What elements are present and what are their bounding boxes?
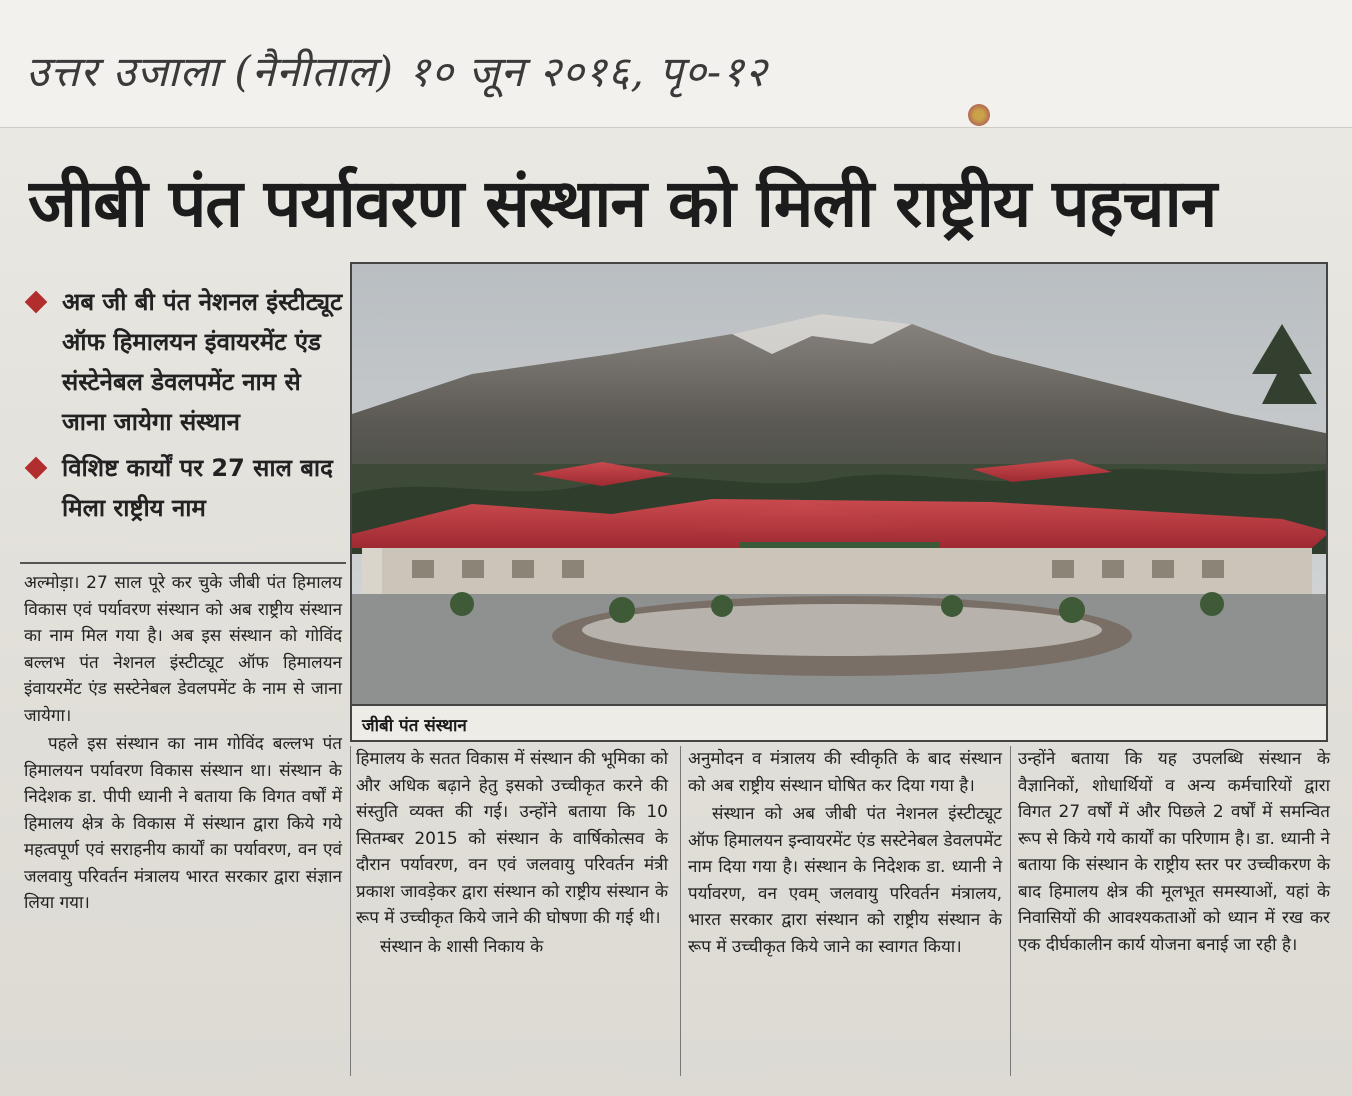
column-divider [1010,746,1011,1076]
article-column-2 [356,746,668,962]
article-paragraph: हिमालय के सतत विकास में संस्थान की भूमिका को और अधिक बढ़ाने हेतु इसको उच्चीकृत करने की संस्तुति व्यक्त की गई। उन्होंने बताया कि 10 सितम्बर 2015 को संस्थान के वार्षिकोत्सव के दौरान पर्यावरण, वन एवं जलवायु परिवर्तन मंत्री प्रकाश जावड़ेकर द्वारा संस्थान को राष्ट्रीय संस्थान के रूप में उच्चीकृत किये जाने की घोषणा की गई थी। [356,749,668,928]
column-divider [350,746,351,1076]
flower-stamp-icon [968,104,990,126]
article-paragraph: अनुमोदन व मंत्रालय की स्वीकृति के बाद संस्थान को अब राष्ट्रीय संस्थान घोषित कर दिया गया है। [688,749,1002,796]
article-column-3 [688,746,1002,962]
headline: जीबी पंत पर्यावरण संस्थान को मिली राष्ट्रीय पहचान [28,165,1217,242]
section-divider [20,562,346,564]
highlight-bullet [22,448,344,528]
article-paragraph: संस्थान के शासी निकाय के [380,936,544,957]
column-divider [680,746,681,1076]
highlight-bullet-text: अब जी बी पंत नेशनल इंस्टीट्यूट ऑफ हिमालयन इंवायरमेंट एंड संस्टेनेबल डेवलपमेंट नाम से जाना जायेगा संस्थान [62,288,343,436]
article-paragraph: उन्होंने बताया कि यह उपलब्धि संस्थान के वैज्ञानिकों, शोधार्थियों व अन्य कर्मचारियों द्वारा विगत 27 वर्षों में और पिछले 2 वर्षों में समन्वित रूप से किये गये कार्यों का परिणाम है। डा. ध्यानी ने बताया कि संस्थान के राष्ट्रीय स्तर पर उच्चीकरण के बाद हिमालय क्षेत्र की मूलभूत समस्याओं, यहां के निवासियों की आवश्यकताओं को ध्यान में रख कर एक दीर्घकालीन कार्य योजना बनाई जा रही है। [1018,749,1330,955]
diamond-bullet-icon [25,457,48,480]
diamond-bullet-icon [25,291,48,314]
institute-building-illustration [352,264,1328,706]
institute-photo [350,262,1328,706]
article-paragraph: अल्मोड़ा। 27 साल पूरे कर चुके जीबी पंत हिमालय विकास एवं पर्यावरण संस्थान को अब राष्ट्रीय संस्थान का नाम मिल गया है। अब इस संस्थान को गोविंद बल्लभ पंत नेशनल इंस्टीट्यूट ऑफ हिमालयन इंवायरमेंट एंड सस्टेनेबल डेवलपमेंट के नाम से जाना जायेगा। [24,573,342,726]
highlight-bullet [22,282,344,442]
highlight-bullets [22,282,344,534]
article-paragraph: संस्थान को अब जीबी पंत नेशनल इंस्टीट्यूट ऑफ हिमालयन इन्वायरमेंट एंड सस्टेनेबल डेवलपमेंट नाम दिया गया है। संस्थान के निदेशक डा. ध्यानी ने पर्यावरण, वन एवम् जलवायु परिवर्तन मंत्रालय, भारत सरकार द्वारा संस्थान को राष्ट्रीय संस्थान के रूप में उच्चीकृत किये जाने का स्वागत किया। [688,804,1002,957]
article-column-4 [1018,746,1330,960]
photo-caption: जीबी पंत संस्थान [350,706,1328,742]
highlight-bullet-text: विशिष्ट कार्यों पर 27 साल बाद मिला राष्ट्रीय नाम [62,454,333,522]
article-paragraph: पहले इस संस्थान का नाम गोविंद बल्लभ पंत हिमालयन पर्यावरण विकास संस्थान था। संस्थान के निदेशक डा. पीपी ध्यानी ने बताया कि विगत वर्षों में हिमालय क्षेत्र के विकास में संस्थान द्वारा किये गये महत्वपूर्ण एवं सराहनीय कार्यों का पर्यावरण, वन एवं जलवायु परिवर्तन मंत्रालय भारत सरकार द्वारा संज्ञान लिया गया। [24,734,342,913]
handwritten-source-note: उत्तर उजाला (नैनीताल) १० जून २०१६, पृ०-१२ [26,47,768,96]
handwritten-source-strip [0,0,1352,128]
article-column-1 [24,570,342,919]
